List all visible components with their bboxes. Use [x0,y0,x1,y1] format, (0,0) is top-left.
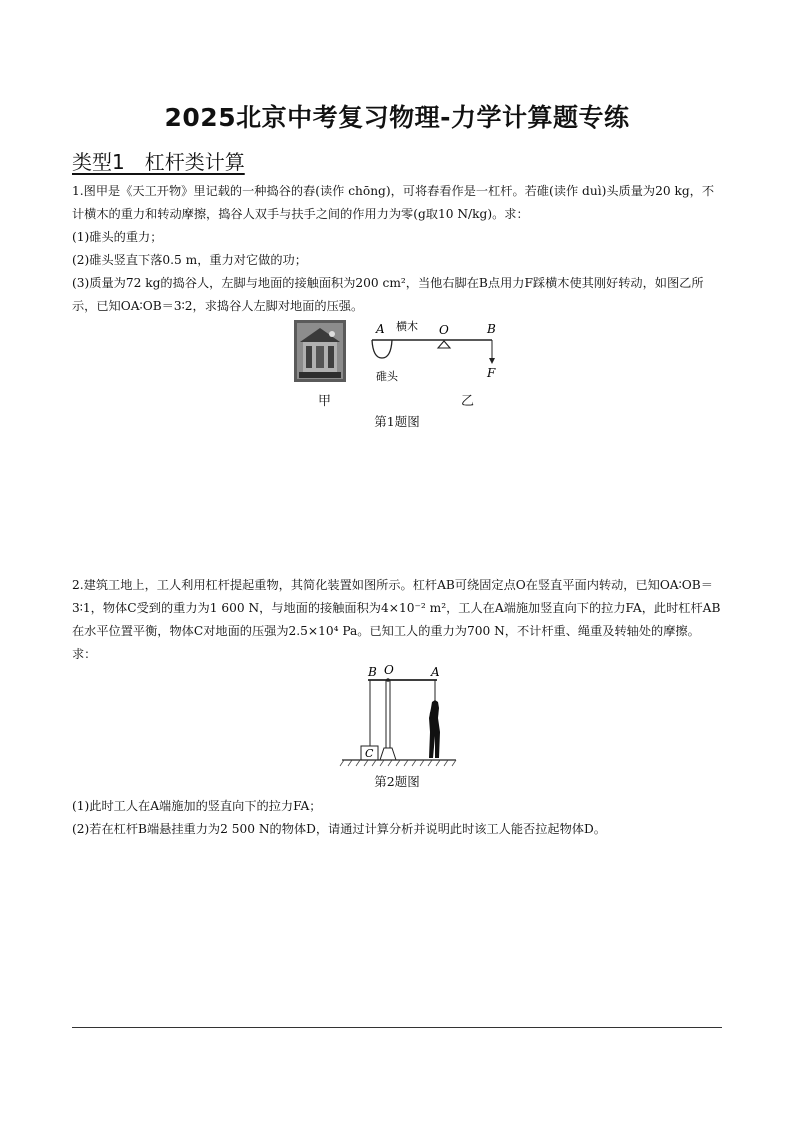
q2-stem: 2.建筑工地上，工人利用杠杆提起重物，其简化装置如图所示。杠杆AB可绕固定点O在竖直平面内转动，已知OA∶OB＝3∶1，物体C受到的重力为1 600 N，与地面的接触面积为4×10⁻² m²，工人在A端施加竖直向下的拉力FA，此时杠杆AB在水平位置平衡，物体C对地面的压强为2.5×10⁴ Pa。已知工人的重力为700 N，不计杆重、绳重及转轴处的摩擦。求： [72,578,721,661]
q1-sub1: (1)碓头的重力； [72,230,163,244]
q2-point-a-label: A [431,665,440,679]
q1-figure-b-label: 乙 [461,394,475,409]
q2-worker-head [430,710,438,718]
q1-force-label: F [487,366,496,380]
q1-point-b-label: B [487,322,496,336]
footer-rule [72,1027,722,1028]
q1-force-arrowhead [489,358,495,364]
q1-head-shape [372,340,392,358]
q2-ground-hatching [340,760,456,766]
q1-sub3: (3)质量为72 kg的捣谷人，左脚与地面的接触面积为200 cm²，当他右脚在B点用力F踩横木使其刚好转动，如图乙所示，已知OA∶OB＝3∶2，求捣谷人左脚对地面的压强。 [72,276,704,313]
q2-sub2: (2)若在杠杆B端悬挂重力为2 500 N的物体D，请通过计算分析并说明此时该工人能否拉起物体D。 [72,822,606,836]
q1-head-label: 碓头 [376,370,398,383]
q2-point-o-label: O [384,663,394,677]
q1-beam-label: 横木 [396,320,418,333]
q2-figure-lever-diagram [338,662,458,772]
document-title: 2025北京中考复习物理-力学计算题专练 [164,103,630,132]
q1-figure-a-illustration [294,320,346,382]
q1-figure-b-lever-diagram [366,318,506,386]
q2-figure-caption: 第2题图 [374,774,420,789]
q1-sub2: (2)碓头竖直下落0.5 m，重力对它做的功； [72,253,307,267]
q1-figure-caption: 第1题图 [374,414,420,429]
q2-post-base [380,748,396,760]
q1-point-a-label: A [376,322,385,336]
section-heading: 类型1 杠杆类计算 [72,150,245,174]
q1-point-o-label: O [439,323,449,337]
q2-point-b-label: B [368,665,377,679]
q2-sub1: (1)此时工人在A端施加的竖直向下的拉力FA； [72,799,322,813]
q1-fulcrum [438,341,450,348]
q2-object-c-label: C [365,747,374,760]
q1-stem: 1.图甲是《天工开物》里记载的一种捣谷的舂(读作 chōng)，可将舂看作是一杠杆。若碓(读作 duì)头质量为20 kg，不计横木的重力和转动摩擦，捣谷人双手与扶手之间的作用力为零(g取10 N/kg)。求： [72,184,715,221]
q2-pivot [386,678,390,682]
q2-worker-figure [429,700,440,758]
q1-figure-a-label: 甲 [318,394,332,409]
